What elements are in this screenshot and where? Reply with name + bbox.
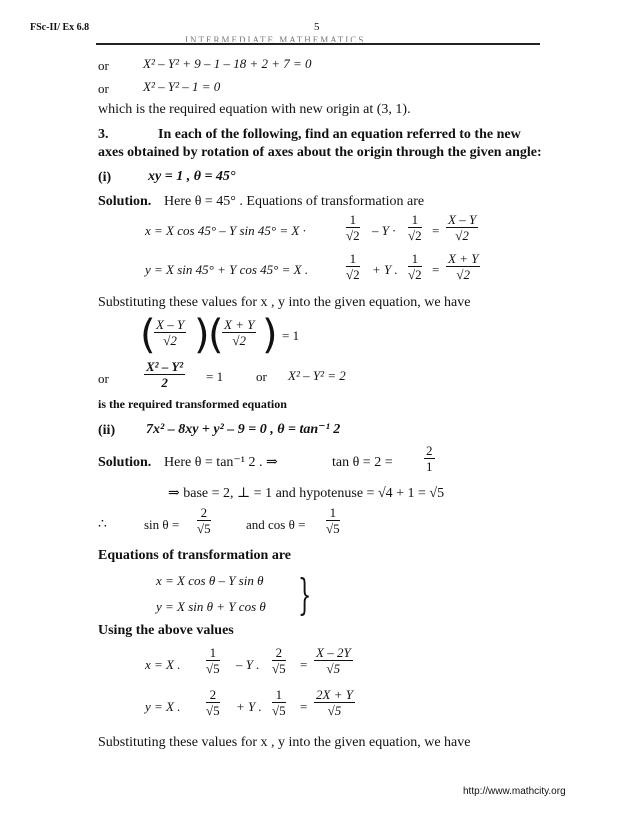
solution-text: Here θ = 45° . Equations of transformation are (164, 194, 425, 209)
numerator: 2 (197, 506, 211, 521)
statement-line: is the required transformed equation (98, 397, 287, 411)
fraction (326, 506, 340, 535)
fraction (408, 252, 422, 281)
equation-term: + Y . (372, 262, 398, 277)
equation-term: sin θ = (144, 517, 180, 532)
numerator: 1 (408, 213, 422, 228)
numerator: 1 (408, 252, 422, 267)
denominator: √5 (326, 521, 340, 536)
or-label: or (98, 371, 109, 386)
part-equation: xy = 1 , θ = 45° (148, 169, 236, 184)
solution-text: tan θ = 2 = (332, 455, 393, 470)
denominator: √5 (326, 661, 341, 676)
solution-label: Solution. (98, 194, 152, 209)
statement-line: Substituting these values for x , y into the given equation, we have (98, 295, 471, 310)
denominator: √5 (206, 661, 220, 676)
denominator: √2 (456, 267, 471, 282)
equation-term: – Y . (236, 657, 260, 672)
or-label: or (256, 369, 267, 384)
statement-line: Substituting these values for x , y into the given equation, we have (98, 735, 471, 750)
equation-line: x = X cos θ – Y sin θ (156, 573, 264, 588)
equation-line: X² – Y² = 2 (288, 368, 346, 383)
fraction (206, 688, 220, 717)
denominator: √2 (163, 333, 177, 348)
fraction (197, 506, 211, 535)
equation-line: X² – Y² + 9 – 1 – 18 + 2 + 7 = 0 (143, 56, 312, 71)
fraction (144, 360, 185, 389)
part-label: (ii) (98, 423, 116, 438)
header-left: FSc-II/ Ex 6.8 (30, 22, 90, 33)
numerator: 1 (206, 646, 220, 661)
fraction (222, 318, 256, 347)
equals-sign: = (300, 657, 308, 672)
question-text: In each of the following, find an equation referred to the new (158, 127, 521, 142)
fraction (272, 688, 286, 717)
right-paren: ) (194, 312, 210, 358)
denominator: √2 (455, 228, 469, 243)
denominator: 1 (426, 459, 433, 474)
chapter-title: INTERMEDIATE MATHEMATICS (185, 36, 366, 42)
fraction (272, 646, 286, 675)
numerator: X² – Y² (146, 359, 184, 374)
numerator: 1 (346, 252, 360, 267)
numerator: 2X + Y (316, 687, 353, 702)
numerator: X + Y (448, 251, 479, 266)
fraction (206, 646, 220, 675)
part-label: (i) (98, 170, 112, 185)
statement-line: which is the required equation with new origin at (3, 1). (98, 102, 411, 117)
numerator: X – 2Y (316, 645, 351, 660)
solution-label: Solution. (98, 455, 152, 470)
statement-line: ⇒ base = 2, ⊥ = 1 and hypotenuse = √4 + 1 = √5 (168, 486, 445, 501)
numerator: 2 (272, 646, 286, 661)
equation-line: x = X . (145, 657, 181, 672)
part-equation: 7x² – 8xy + y² – 9 = 0 , θ = tan⁻¹ 2 (146, 422, 341, 437)
denominator: √2 (346, 228, 360, 243)
numerator: 1 (272, 688, 286, 703)
page-number: 5 (314, 21, 320, 33)
denominator: √5 (272, 661, 286, 676)
numerator: X + Y (224, 317, 255, 332)
equation-term: – Y · (372, 223, 396, 238)
numerator: 1 (326, 506, 340, 521)
equation-term: and cos θ = (246, 517, 306, 532)
or-label: or (98, 58, 109, 73)
equation-line: y = X sin 45° + Y cos 45° = X . (145, 262, 309, 277)
denominator: √5 (197, 521, 211, 536)
fraction (314, 646, 353, 675)
left-paren: ( (208, 312, 224, 358)
question-number: 3. (98, 127, 109, 142)
equation-line: x = X cos 45° – Y sin 45° = X · (145, 223, 306, 238)
statement-line: Equations of transformation are (98, 548, 292, 563)
footer-url: http://www.mathcity.org (463, 786, 566, 797)
denominator: 2 (161, 375, 168, 390)
numerator: 1 (346, 213, 360, 228)
equation-term: = 1 (206, 369, 224, 384)
fraction (154, 318, 186, 347)
equation-term: + Y . (236, 699, 262, 714)
therefore-symbol: ∴ (98, 517, 107, 532)
numerator: X – Y (448, 212, 477, 227)
equation-line: y = X . (145, 699, 181, 714)
denominator: √5 (272, 703, 286, 718)
or-label: or (98, 81, 109, 96)
left-paren: ( (140, 312, 156, 358)
equals-sign: = (300, 699, 308, 714)
denominator: √2 (346, 267, 360, 282)
equation-line: X² – Y² – 1 = 0 (143, 79, 221, 94)
header-rule (96, 43, 540, 45)
numerator: 2 (206, 688, 220, 703)
equation-term: = 1 (282, 328, 300, 343)
question-text: axes obtained by rotation of axes about the origin through the given angle: (98, 145, 542, 160)
fraction (446, 213, 478, 242)
equation-line: y = X sin θ + Y cos θ (156, 599, 266, 614)
denominator: √2 (232, 333, 247, 348)
fraction (346, 252, 360, 281)
right-paren: ) (262, 312, 278, 358)
equals-sign: = (432, 223, 440, 238)
fraction (346, 213, 360, 242)
numerator: 2 (426, 443, 433, 458)
fraction (314, 688, 355, 717)
solution-text: Here θ = tan⁻¹ 2 . ⇒ (164, 455, 278, 470)
equals-sign: = (432, 262, 440, 277)
fraction (408, 213, 422, 242)
fraction (446, 252, 480, 281)
denominator: √2 (408, 228, 422, 243)
numerator: X – Y (156, 317, 185, 332)
statement-line: Using the above values (98, 623, 234, 638)
fraction (424, 444, 435, 473)
denominator: √5 (206, 703, 220, 718)
denominator: √2 (408, 267, 422, 282)
denominator: √5 (327, 703, 342, 718)
right-brace: } (298, 570, 312, 619)
